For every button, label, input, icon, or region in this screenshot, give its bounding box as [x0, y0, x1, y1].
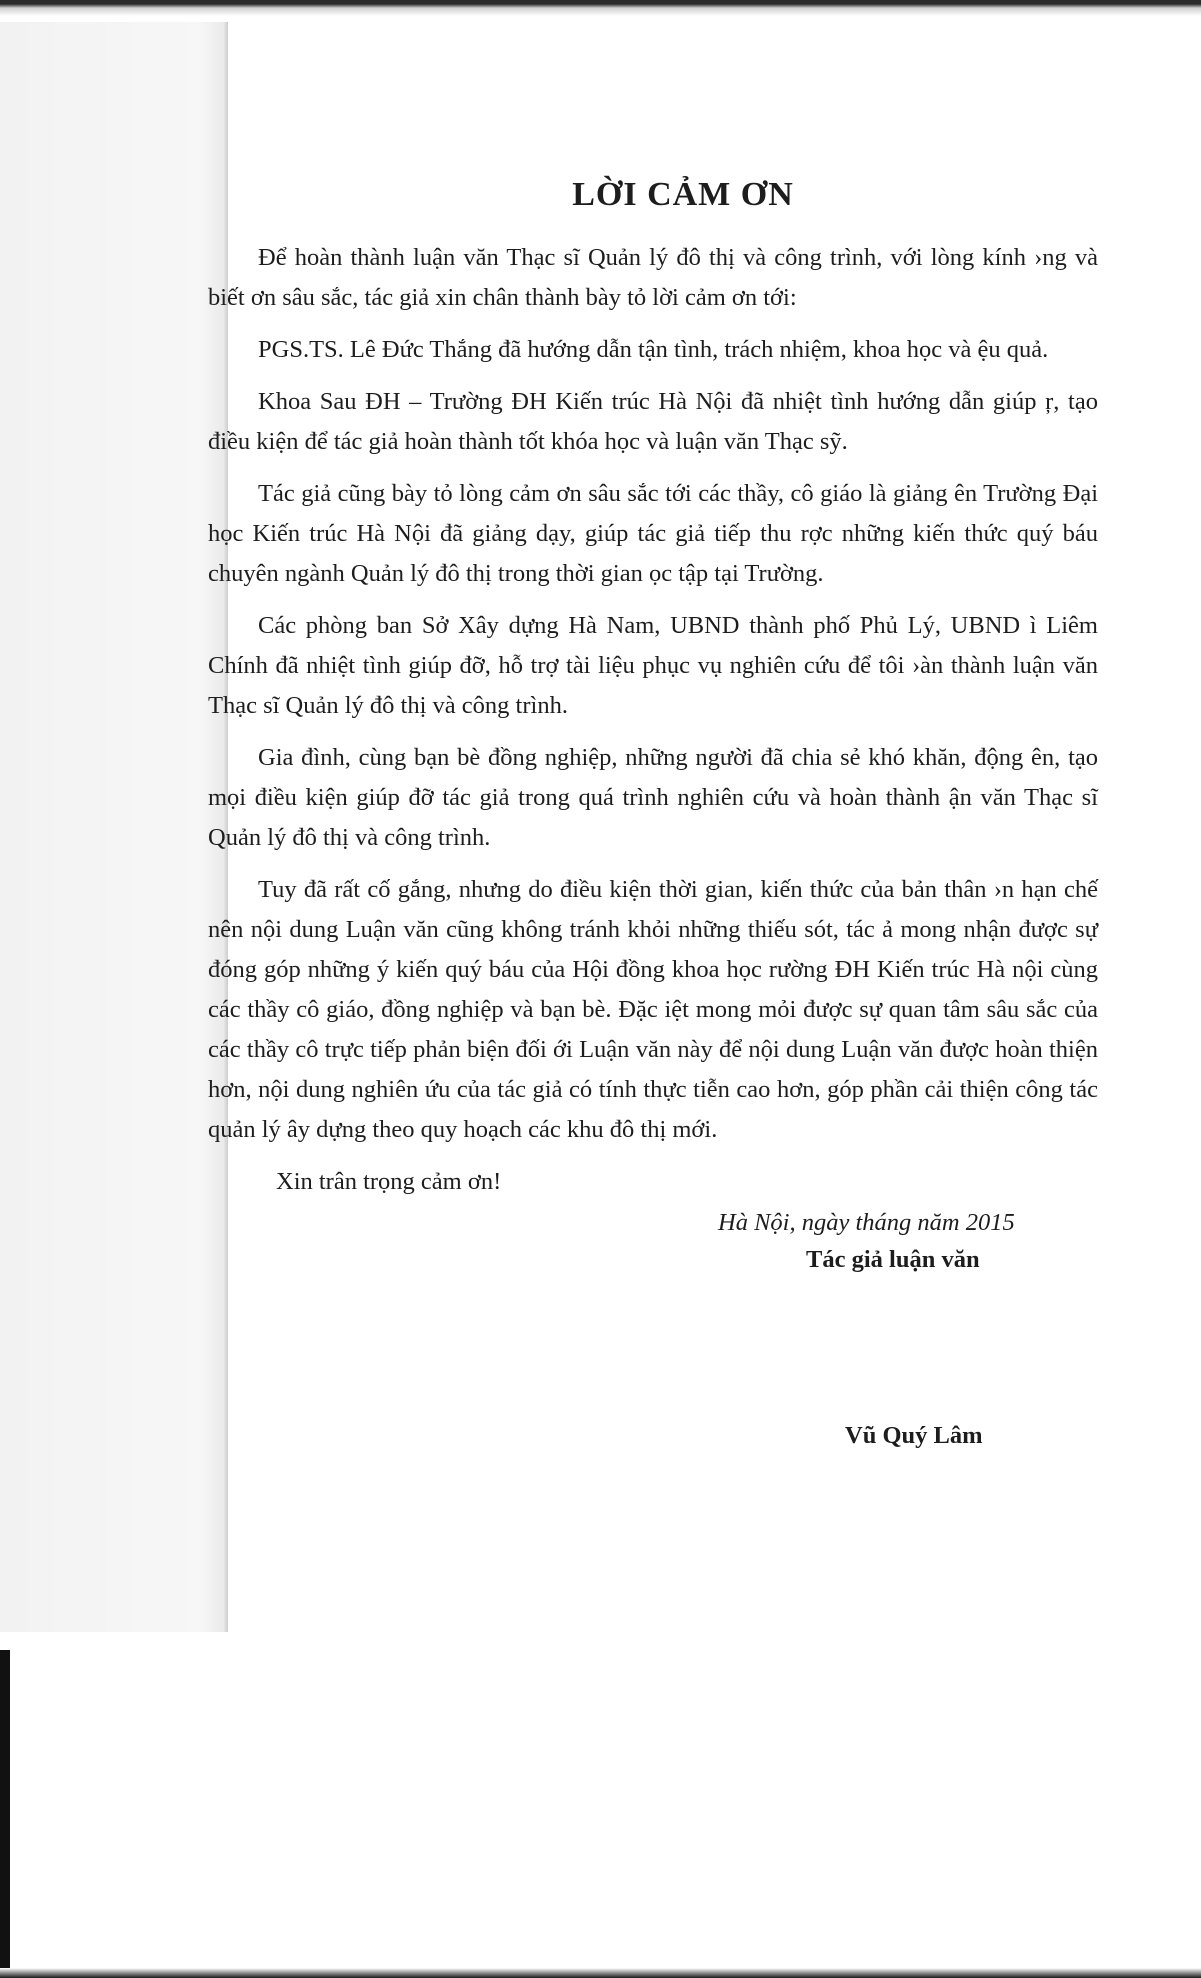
- closing-line: Xin trân trọng cảm ơn!: [276, 1168, 502, 1195]
- paragraph-family: Gia đình, cùng bạn bè đồng nghiệp, những người đã chia sẻ khó khăn, động ên, tạo mọi điều kiện giúp đỡ tác giả trong quá trình nghiên cứu và hoàn thành ận văn Thạc sĩ Quản lý đô thị và công trình.: [208, 744, 1098, 851]
- signature-role: Tác giả luận văn: [806, 1246, 980, 1273]
- scan-binding-edge: [0, 1650, 10, 1978]
- paragraph-intro: Để hoàn thành luận văn Thạc sĩ Quản lý đô thị và công trình, với lòng kính ›ng và biết ơn sâu sắc, tác giả xin chân thành bày tỏ lời cảm ơn tới:: [208, 244, 1098, 311]
- scan-top-edge: [0, 0, 1201, 22]
- paragraph-teachers: Tác giả cũng bày tỏ lòng cảm ơn sâu sắc tới các thầy, cô giáo là giảng ên Trường Đại học Kiến trúc Hà Nội đã giảng dạy, giúp tác giả tiếp thu rợc những kiến thức quý báu chuyên ngành Quản lý đô thị trong thời gian ọc tập tại Trường.: [208, 480, 1098, 587]
- paragraph-advisor: PGS.TS. Lê Đức Thắng đã hướng dẫn tận tình, trách nhiệm, khoa học và ệu quả.: [258, 336, 1049, 363]
- paragraph-departments: Các phòng ban Sở Xây dựng Hà Nam, UBND thành phố Phủ Lý, UBND ì Liêm Chính đã nhiệt tình giúp đỡ, hỗ trợ tài liệu phục vụ nghiên cứu để tôi ›àn thành luận văn Thạc sĩ Quản lý đô thị và công trình.: [208, 612, 1098, 719]
- scan-left-shadow: [0, 22, 228, 1632]
- document-body: [208, 160, 1098, 1202]
- signature-place-date: Hà Nội, ngày tháng năm 2015: [718, 1209, 1015, 1236]
- page-title: LỜI CẢM ƠN: [572, 176, 794, 213]
- signature-name: Vũ Quý Lâm: [845, 1422, 983, 1449]
- paragraph-limitations: Tuy đã rất cố gắng, nhưng do điều kiện thời gian, kiến thức của bản thân ›n hạn chế nên nội dung Luận văn cũng không tránh khỏi những thiếu sót, tác ả mong nhận được sự đóng góp những ý kiến quý báu của Hội đồng khoa học rường ĐH Kiến trúc Hà nội cùng các thầy cô giáo, đồng nghiệp và bạn bè. Đặc iệt mong mỏi được sự quan tâm sâu sắc của các thầy cô trực tiếp phản biện đối ới Luận văn này để nội dung Luận văn được hoàn thiện hơn, nội dung nghiên ứu của tác giả có tính thực tiễn cao hơn, góp phần cải thiện công tác quản lý ây dựng theo quy hoạch các khu đô thị mới.: [208, 876, 1098, 1143]
- scan-bottom-edge: [0, 1968, 1201, 1978]
- paragraph-faculty: Khoa Sau ĐH – Trường ĐH Kiến trúc Hà Nội đã nhiệt tình hướng dẫn giúp ŗ, tạo điều kiện để tác giả hoàn thành tốt khóa học và luận văn Thạc sỹ.: [208, 388, 1098, 455]
